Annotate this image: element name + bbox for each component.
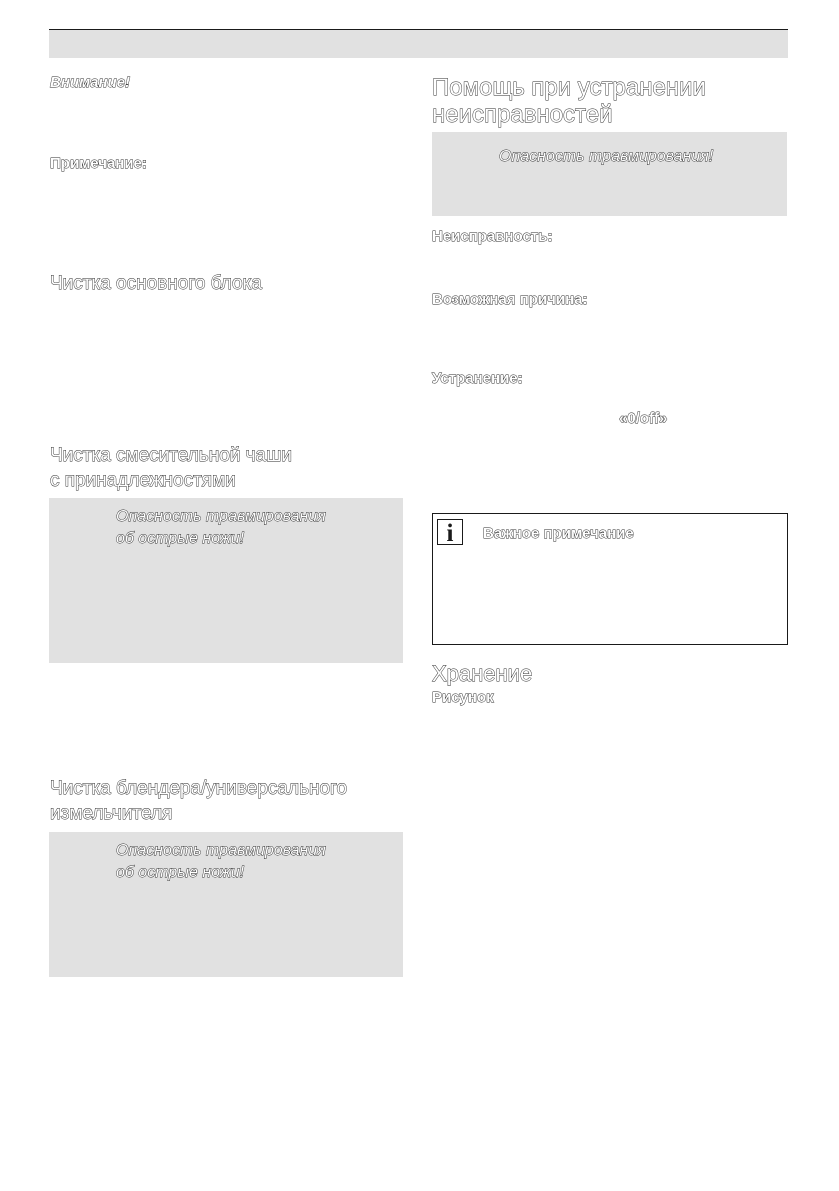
attention-label: Внимание! <box>50 74 131 91</box>
bowl-warning-text <box>116 506 326 550</box>
switch-position: «0/off» <box>619 410 668 427</box>
troubleshooting-heading-line1: Помощь при устранении <box>432 74 706 101</box>
fault-label: Неисправность: <box>432 228 553 245</box>
troubleshooting-heading-line2: неисправностей <box>432 101 613 128</box>
injury-warning-text: Опасность травмирования! <box>499 148 714 165</box>
blender-warning-line2: об острые ножи! <box>116 864 245 881</box>
blender-warning-box <box>49 832 403 977</box>
blender-warning-line1: Опасность травмирования <box>116 842 326 859</box>
troubleshooting-heading <box>432 74 706 128</box>
bowl-cleaning-heading-line1: Чистка смесительной чаши <box>50 445 292 466</box>
bowl-warning-line1: Опасность травмирования <box>116 508 326 525</box>
remedy-label: Устранение: <box>432 370 523 387</box>
bowl-cleaning-heading <box>50 443 292 493</box>
base-cleaning-heading: Чистка основного блока <box>50 273 262 294</box>
blender-cleaning-heading-line1: Чистка блендера/универсального <box>50 778 348 799</box>
bowl-warning-line2: об острые ножи! <box>116 530 245 547</box>
injury-warning-box <box>432 132 787 216</box>
possible-cause-label: Возможная причина: <box>432 291 588 308</box>
note-label: Примечание: <box>50 155 147 172</box>
bowl-warning-box <box>49 498 403 663</box>
blender-cleaning-heading-line2: измельчителя <box>50 803 173 824</box>
storage-heading: Хранение <box>432 661 533 686</box>
blender-warning-text <box>116 840 326 884</box>
important-note-label: Важное примечание <box>483 525 634 542</box>
header-bar <box>49 30 788 58</box>
figure-label: Рисунок <box>432 689 494 706</box>
blender-cleaning-heading <box>50 776 347 826</box>
bowl-cleaning-heading-line2: с принадлежностями <box>50 470 236 491</box>
info-icon: i <box>437 519 463 545</box>
